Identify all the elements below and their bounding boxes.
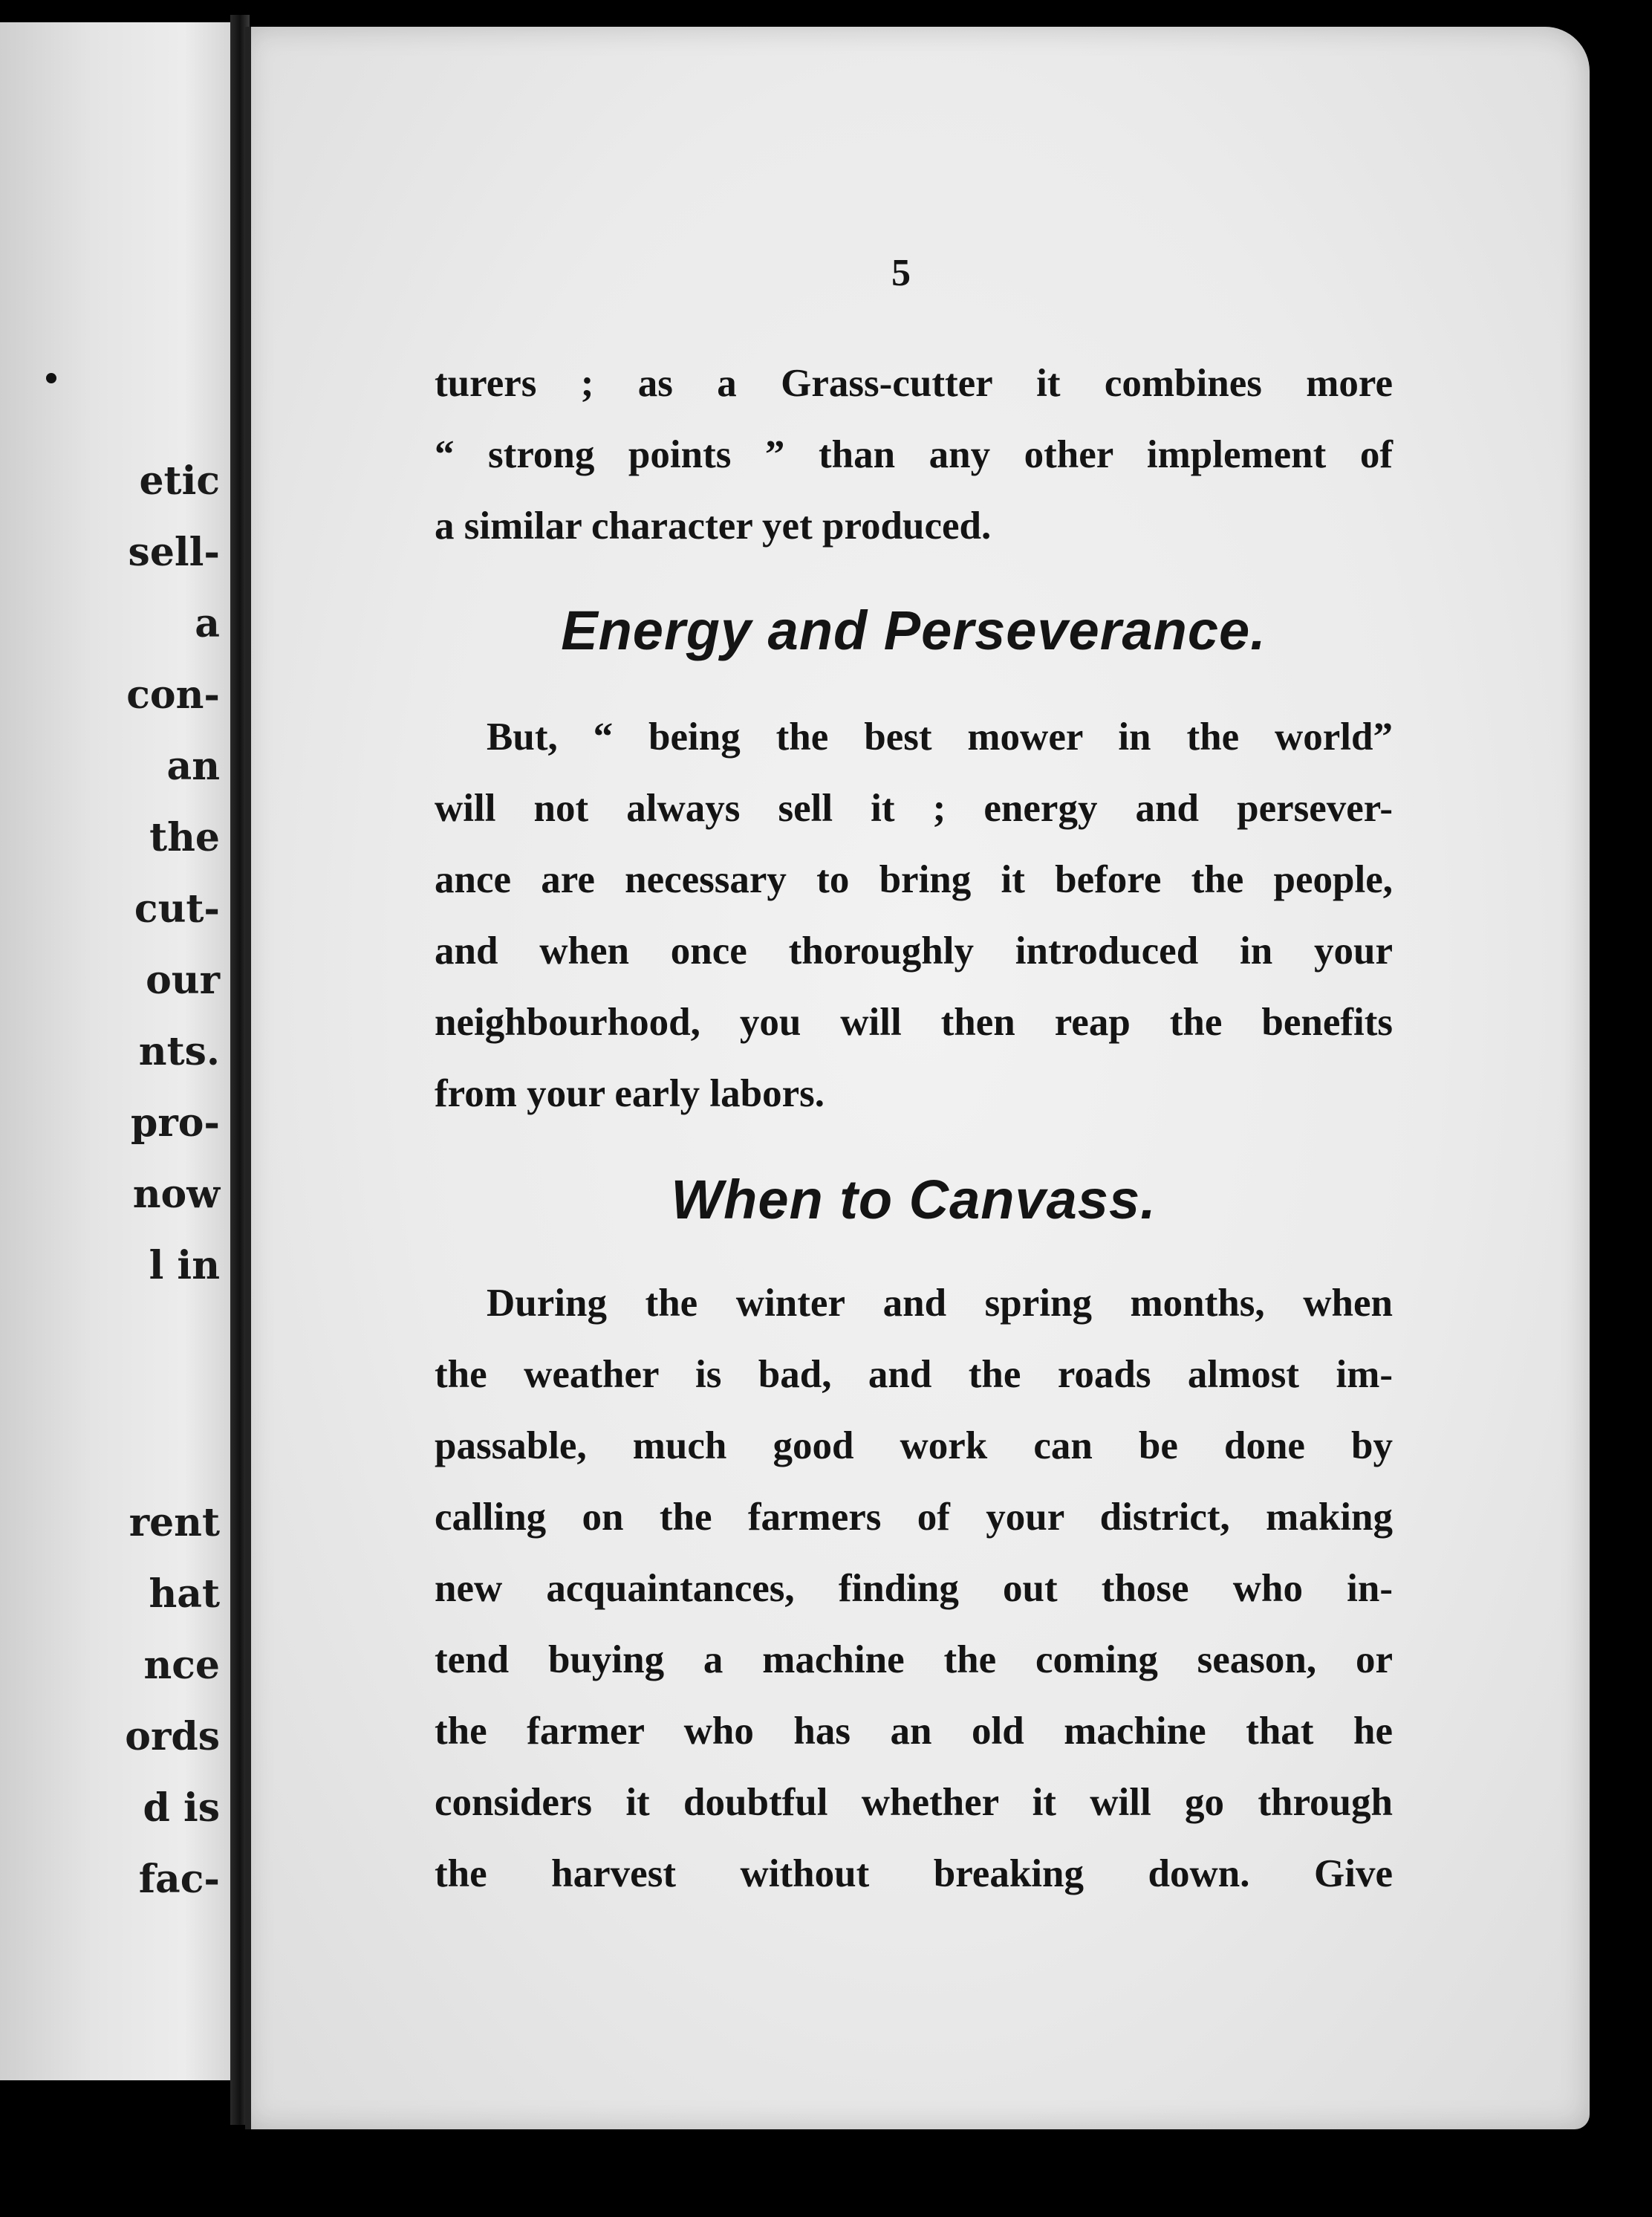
body-line: the weather is bad, and the roads almost im- <box>435 1353 1393 1396</box>
body-line: But, “ being the best mower in the world” <box>487 715 1393 759</box>
body-line: and when once thoroughly introduced in your <box>435 929 1393 973</box>
left-fragment: d is <box>143 1785 220 1831</box>
left-page-bullet <box>46 373 56 383</box>
body-line: “ strong points ” than any other implement of <box>435 433 1393 476</box>
body-line: neighbourhood, you will then reap the benefits <box>435 1001 1393 1044</box>
body-line: the harvest without breaking down. Give <box>435 1852 1393 1895</box>
left-fragment: a <box>195 601 220 646</box>
body-line: from your early labors. <box>435 1072 825 1115</box>
body-line: ance are necessary to bring it before the people, <box>435 858 1393 901</box>
body-line: considers it doubtful whether it will go through <box>435 1781 1393 1824</box>
left-fragment: the <box>149 815 220 860</box>
left-fragment: an <box>166 744 220 789</box>
left-fragment: con- <box>126 672 220 718</box>
body-line: will not always sell it ; energy and persever- <box>435 787 1393 830</box>
body-line: turers ; as a Grass-cutter it combines more <box>435 362 1393 405</box>
body-line: a similar character yet produced. <box>435 504 992 548</box>
left-fragment: nce <box>143 1643 220 1688</box>
page-number: 5 <box>891 252 911 294</box>
left-fragment: our <box>146 958 220 1003</box>
body-line: tend buying a machine the coming season, or <box>435 1638 1393 1681</box>
section-heading: Energy and Perseverance. <box>561 600 1266 661</box>
left-fragment: rent <box>129 1500 220 1545</box>
left-fragment: now <box>132 1172 220 1217</box>
body-line: the farmer who has an old machine that he <box>435 1710 1393 1753</box>
left-fragment: sell- <box>128 530 220 575</box>
left-fragment: pro- <box>130 1100 220 1146</box>
body-line: During the winter and spring months, when <box>487 1282 1393 1325</box>
body-line: new acquaintances, finding out those who in- <box>435 1567 1393 1610</box>
left-fragment: etic <box>139 458 220 504</box>
left-facing-page <box>0 22 230 2080</box>
page-edge <box>245 27 251 2129</box>
section-heading: When to Canvass. <box>671 1169 1157 1230</box>
left-fragment: nts. <box>138 1029 220 1074</box>
left-fragment: fac- <box>138 1857 220 1902</box>
left-fragment: hat <box>149 1571 220 1617</box>
left-fragment: ords <box>125 1714 220 1759</box>
left-fragment: cut- <box>134 886 220 932</box>
body-line: passable, much good work can be done by <box>435 1424 1393 1467</box>
left-fragment: l in <box>149 1243 220 1288</box>
body-line: calling on the farmers of your district, making <box>435 1496 1393 1539</box>
